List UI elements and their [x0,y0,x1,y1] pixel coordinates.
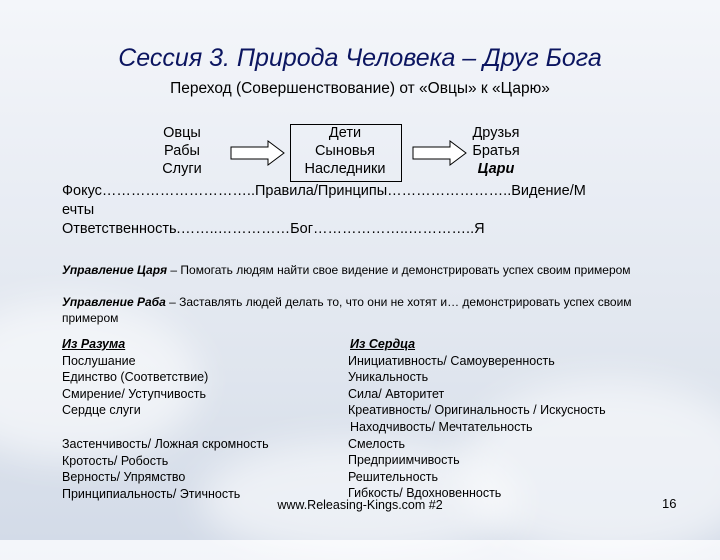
column-left-item: Слуги [162,161,202,177]
heart-list-header: Из Сердца [350,337,416,351]
slave-management-label: Управление Раба [62,295,166,309]
column-middle-item: Дети [328,125,362,141]
slide-title: Сессия 3. Природа Человека – Друг Бога [118,44,602,72]
column-left-item: Овцы [163,125,201,141]
column-middle-item: Наследники [304,161,386,177]
mind-list-item: Верность/ Упрямство [62,470,186,485]
column-right-item: Цари [477,161,515,177]
focus-line: Фокус…………………………..Правила/Принципы……………………..Видение/М [62,183,586,199]
mind-list-item: Смирение/ Уступчивость [62,386,206,401]
column-middle-item: Сыновья [314,143,376,159]
column-middle [285,124,405,178]
heart-list-item: Находчивость/ Мечтательность [350,419,533,434]
heart-list-item: Предприимчивость [348,453,460,468]
column-right-item: Братья [472,143,520,159]
mind-list-item: Кротость/ Робость [62,453,169,468]
king-management-label: Управление Царя [62,263,168,277]
mind-list [62,336,269,502]
responsibility-line: Ответственность.……..……………Бог………………..…………..Я [62,221,485,237]
mind-list-item: Послушание [62,353,136,368]
mind-list-item: Принципиальность/ Этичность [62,486,241,501]
mind-list-item: Единство (Соответствие) [62,370,209,385]
heart-list-item: Инициативность/ Самоуверенность [348,353,555,368]
slave-management-text: – Заставлять людей делать то, что они не хотят и… демонстрировать успех своим примером [62,295,632,325]
heart-list-item: Креативность/ Оригинальность / Искусность [348,403,606,418]
column-right [456,124,536,178]
king-management-text: – Помогать людям найти свое видение и демонстрировать успех своим примером [167,263,631,277]
right-arrow-icon [412,140,468,166]
heart-list [348,336,606,502]
mind-list-item: Сердце слуги [62,403,141,418]
heart-list-item: Сила/ Авторитет [348,386,445,401]
king-management [62,262,662,278]
page-number: 16 [662,496,677,511]
focus-line-continuation: ечты [62,202,95,218]
heart-list-item: Гибкость/ Вдохновенность [348,486,502,501]
right-arrow-icon [230,140,286,166]
heart-list-item: Смелость [348,436,406,451]
heart-list-item: Решительность [348,469,439,484]
slide-subtitle: Переход (Совершенствование) от «Овцы» к «Царю» [170,80,550,97]
mind-list-item: Застенчивость/ Ложная скромность [62,436,269,451]
column-right-item: Друзья [472,125,520,141]
slave-management [62,294,662,326]
column-left-item: Рабы [164,143,200,159]
footer-url: www.Releasing-Kings.com #2 [277,498,443,512]
mind-list-header: Из Разума [62,337,126,351]
heart-list-item: Уникальность [348,370,429,385]
column-left [142,124,222,178]
